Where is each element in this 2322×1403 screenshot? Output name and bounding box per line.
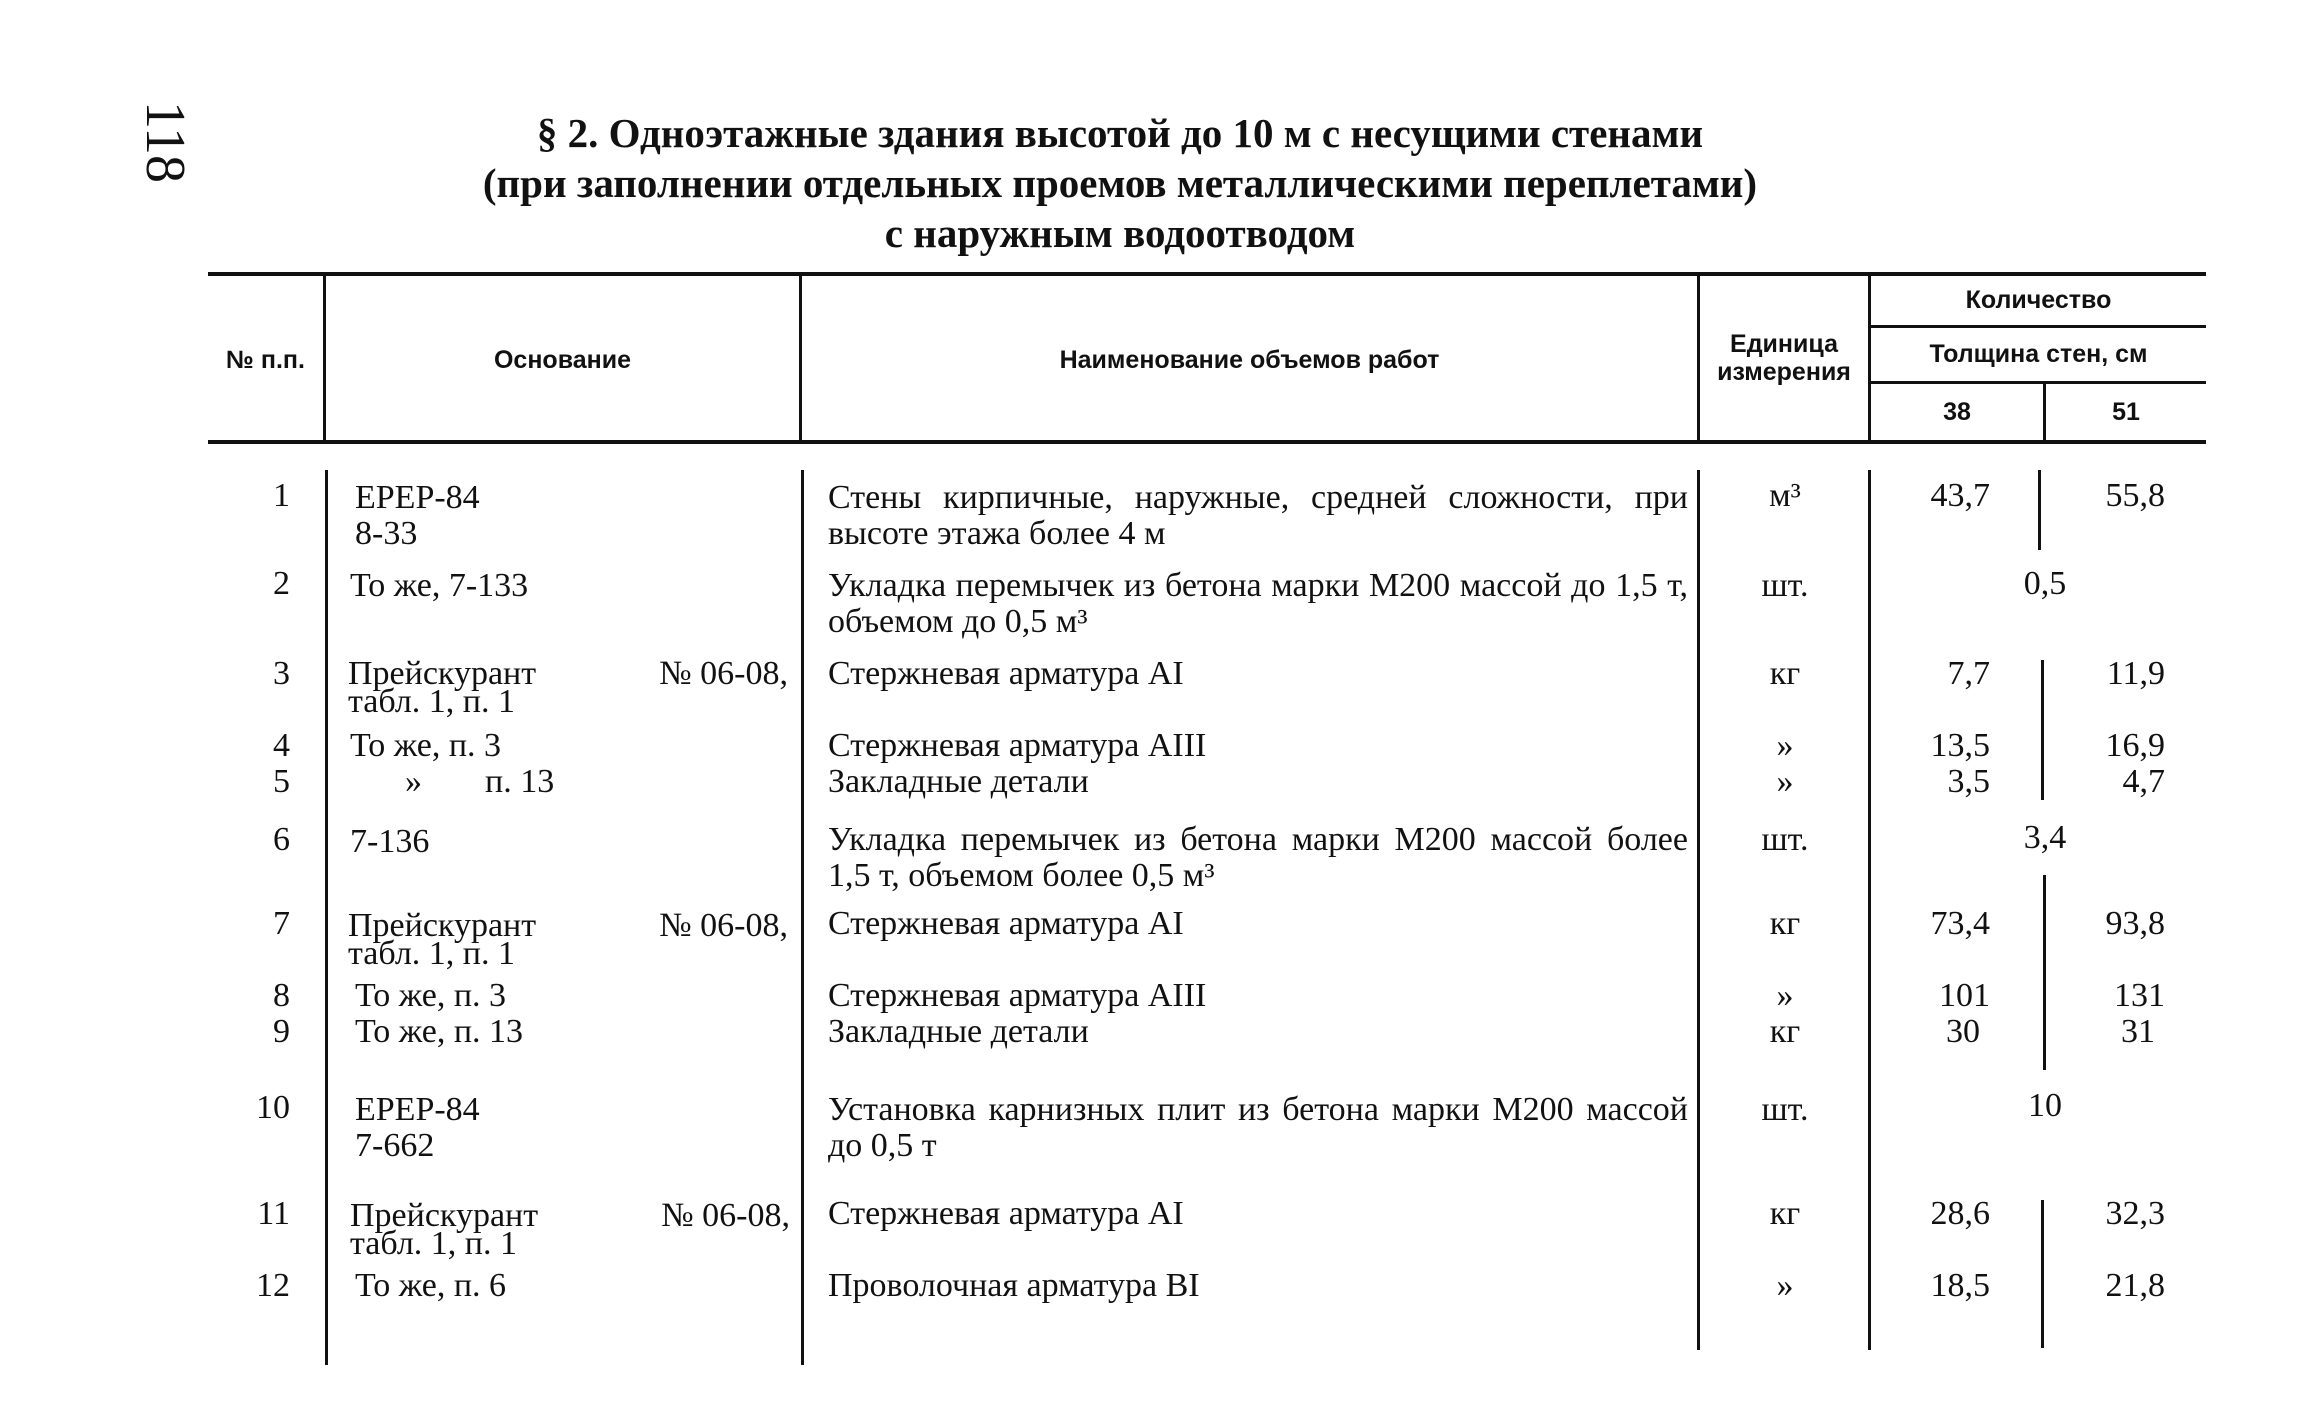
row-12-unit: » bbox=[1776, 1267, 1794, 1304]
row-1-basis-line2: 8-33 bbox=[355, 515, 418, 552]
row-2-basis bbox=[350, 568, 790, 604]
row-2-basis-line1: То же, 7-133 bbox=[350, 567, 529, 604]
row-9-basis-line1: То же, п. 13 bbox=[355, 1013, 524, 1050]
row-2-work: Укладка перемычек из бетона марки М200 массой до 1,5 т, объемом до 0,5 м³ bbox=[828, 567, 1688, 640]
row-4-work: Стержневая арматура AIII bbox=[828, 727, 1207, 764]
row-5-q51: 4,7 bbox=[2122, 763, 2165, 800]
row-11-q51: 32,3 bbox=[2105, 1195, 2165, 1232]
row-10-work: Установка карнизных плит из бетона марки М200 массой до 0,5 т bbox=[828, 1091, 1688, 1164]
row-4-q38: 13,5 bbox=[1930, 727, 1990, 764]
row-3-number: 3 bbox=[273, 655, 290, 692]
row-6-number: 6 bbox=[273, 821, 290, 858]
row-12-q51: 21,8 bbox=[2105, 1267, 2165, 1304]
title-line-1: § 2. Одноэтажные здания высотой до 10 м с несущими стенами bbox=[536, 110, 1704, 156]
row-6-basis bbox=[350, 824, 790, 860]
body-divider-2 bbox=[801, 470, 804, 1365]
row-7-basis bbox=[348, 908, 788, 972]
header-col-38: 38 bbox=[1943, 398, 1971, 426]
row-1-unit: м³ bbox=[1769, 477, 1801, 514]
page-number: 118 bbox=[134, 101, 196, 183]
row-1-basis bbox=[355, 480, 795, 552]
row-1-q38: 43,7 bbox=[1930, 477, 1990, 514]
row-5-work: Закладные детали bbox=[828, 763, 1089, 800]
row-2-unit: шт. bbox=[1761, 567, 1809, 604]
row-5-unit: » bbox=[1776, 763, 1794, 800]
row-11-basis-line1b: № 06-08, bbox=[661, 1197, 790, 1234]
header-work: Наименование объемов работ bbox=[1059, 346, 1440, 374]
row-7-unit: кг bbox=[1769, 905, 1801, 942]
table-top-rule bbox=[208, 272, 2206, 276]
row-5-basis-ditto: » bbox=[405, 763, 422, 800]
row-9-basis bbox=[355, 1014, 795, 1050]
row-12-basis bbox=[355, 1268, 795, 1304]
row-8-q38: 101 bbox=[1939, 977, 1990, 1014]
row-2-number: 2 bbox=[273, 565, 290, 602]
header-unit-line2: измерения bbox=[1717, 358, 1851, 386]
row-6-work: Укладка перемычек из бетона марки М200 массой более 1,5 т, объемом более 0,5 м³ bbox=[828, 821, 1688, 894]
row-8-basis bbox=[355, 978, 795, 1014]
row-11-basis-line1a: Прейскурант bbox=[350, 1197, 539, 1234]
body-divider-1 bbox=[325, 470, 328, 1365]
row-7-number: 7 bbox=[273, 905, 290, 942]
row-10-number: 10 bbox=[256, 1089, 290, 1126]
row-3-q38: 7,7 bbox=[1947, 655, 1990, 692]
row-9-number: 9 bbox=[273, 1013, 290, 1050]
row-11-work: Стержневая арматура AI bbox=[828, 1195, 1184, 1232]
row-10-quantity: 10 bbox=[2028, 1087, 2062, 1124]
row-5-basis-detail: п. 13 bbox=[485, 763, 555, 800]
row-12-q38: 18,5 bbox=[1930, 1267, 1990, 1304]
row-9-q51: 31 bbox=[2121, 1013, 2155, 1050]
row-11-number: 11 bbox=[257, 1195, 290, 1232]
thickness-rule bbox=[1870, 381, 2206, 384]
row-7-q51: 93,8 bbox=[2105, 905, 2165, 942]
header-unit bbox=[1700, 330, 1868, 386]
header-col-51: 51 bbox=[2112, 398, 2140, 426]
row-12-number: 12 bbox=[256, 1267, 290, 1304]
row-8-number: 8 bbox=[273, 977, 290, 1014]
row-4-number: 4 bbox=[273, 727, 290, 764]
row-11-basis-line2: табл. 1, п. 1 bbox=[350, 1225, 517, 1262]
row-12-basis-line1: То же, п. 6 bbox=[355, 1267, 507, 1304]
row-1-number: 1 bbox=[273, 477, 290, 514]
title-line-2: (при заполнении отдельных проемов металлическими переплетами) bbox=[482, 160, 1758, 206]
row-3-unit: кг bbox=[1769, 655, 1801, 692]
row-3-basis-line1a: Прейскурант bbox=[348, 655, 537, 692]
row-1-basis-line1: ЕРЕР-84 bbox=[355, 479, 480, 516]
row-6-unit: шт. bbox=[1761, 821, 1809, 858]
header-thickness: Толщина стен, см bbox=[1929, 340, 2148, 368]
row-3-basis bbox=[348, 656, 788, 720]
row-1-work: Стены кирпичные, наружные, средней сложности, при высоте этажа более 4 м bbox=[828, 479, 1688, 552]
row-7-basis-line2: табл. 1, п. 1 bbox=[348, 935, 515, 972]
row-3-work: Стержневая арматура AI bbox=[828, 655, 1184, 692]
row-6-quantity: 3,4 bbox=[2023, 819, 2067, 856]
qty-divider-d bbox=[2041, 1200, 2044, 1348]
header-basis: Основание bbox=[493, 346, 632, 374]
row-4-q51: 16,9 bbox=[2105, 727, 2165, 764]
row-8-work: Стержневая арматура AIII bbox=[828, 977, 1207, 1014]
quantity-rule bbox=[1870, 325, 2206, 328]
row-6-basis-line1: 7-136 bbox=[350, 823, 430, 860]
row-7-basis-line1a: Прейскурант bbox=[348, 907, 537, 944]
row-5-number: 5 bbox=[273, 763, 290, 800]
title-line-3: с наружным водоотводом bbox=[884, 210, 1356, 256]
header-bottom-rule bbox=[208, 440, 2206, 444]
row-10-basis bbox=[355, 1092, 795, 1164]
row-11-basis bbox=[350, 1198, 790, 1262]
header-unit-line1: Единица bbox=[1730, 330, 1838, 358]
row-7-basis-line1b: № 06-08, bbox=[659, 907, 788, 944]
qty-divider-b bbox=[2041, 660, 2044, 800]
qty-divider-a bbox=[2038, 470, 2041, 550]
row-10-basis-line1: ЕРЕР-84 bbox=[355, 1091, 480, 1128]
row-9-q38: 30 bbox=[1946, 1013, 1980, 1050]
row-4-unit: » bbox=[1776, 727, 1794, 764]
row-11-unit: кг bbox=[1769, 1195, 1801, 1232]
header-quantity: Количество bbox=[1965, 286, 2112, 314]
row-4-basis-line1: То же, п. 3 bbox=[350, 727, 502, 764]
row-8-basis-line1: То же, п. 3 bbox=[355, 977, 507, 1014]
row-2-quantity: 0,5 bbox=[2023, 565, 2067, 602]
header-number: № п.п. bbox=[226, 346, 305, 374]
row-8-q51: 131 bbox=[2114, 977, 2165, 1014]
row-4-basis bbox=[350, 728, 790, 764]
row-10-unit: шт. bbox=[1761, 1091, 1809, 1128]
row-7-q38: 73,4 bbox=[1930, 905, 1990, 942]
section-title bbox=[330, 108, 1910, 258]
row-10-basis-line2: 7-662 bbox=[355, 1127, 435, 1164]
row-7-work: Стержневая арматура AI bbox=[828, 905, 1184, 942]
row-12-work: Проволочная арматура BI bbox=[828, 1267, 1200, 1304]
row-9-work: Закладные детали bbox=[828, 1013, 1089, 1050]
row-1-q51: 55,8 bbox=[2105, 477, 2165, 514]
row-3-basis-line1b: № 06-08, bbox=[659, 655, 788, 692]
row-5-q38: 3,5 bbox=[1947, 763, 1990, 800]
row-3-basis-line2: табл. 1, п. 1 bbox=[348, 683, 515, 720]
row-9-unit: кг bbox=[1769, 1013, 1801, 1050]
row-11-q38: 28,6 bbox=[1930, 1195, 1990, 1232]
row-8-unit: » bbox=[1776, 977, 1794, 1014]
row-3-q51: 11,9 bbox=[2106, 655, 2165, 692]
